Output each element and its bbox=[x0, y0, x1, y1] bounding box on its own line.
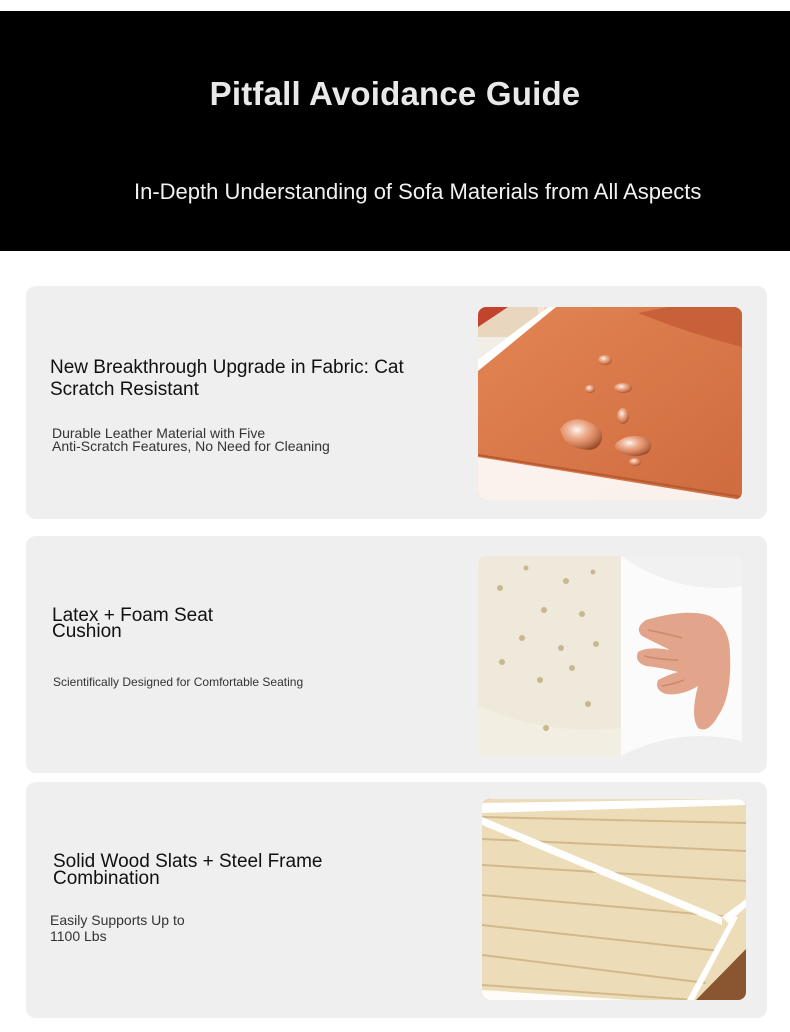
feature-card-frame bbox=[26, 782, 767, 1018]
wood-slats-steel-frame-image bbox=[482, 799, 746, 1000]
feature-description: Easily Supports Up to 1100 Lbs bbox=[50, 912, 185, 944]
feature-description: Durable Leather Material with Five Anti-Scratch Features, No Need for Cleaning bbox=[52, 425, 330, 454]
water-repellent-leather-image bbox=[478, 307, 742, 500]
feature-title: Solid Wood Slats + Steel Frame Combination bbox=[53, 851, 323, 889]
page-title: Pitfall Avoidance Guide bbox=[209, 75, 581, 112]
latex-foam-cushion-image bbox=[478, 556, 742, 756]
page-subtitle: In-Depth Understanding of Sofa Materials from All Aspects bbox=[134, 179, 702, 204]
feature-card-cushion bbox=[26, 536, 767, 773]
hero-banner bbox=[0, 11, 790, 251]
feature-description: Scientifically Designed for Comfortable Seating bbox=[53, 675, 304, 689]
feature-title: New Breakthrough Upgrade in Fabric: Cat Scratch Resistant bbox=[50, 357, 404, 400]
feature-title: Latex + Foam Seat Cushion bbox=[52, 605, 214, 642]
feature-card-fabric bbox=[26, 286, 767, 519]
